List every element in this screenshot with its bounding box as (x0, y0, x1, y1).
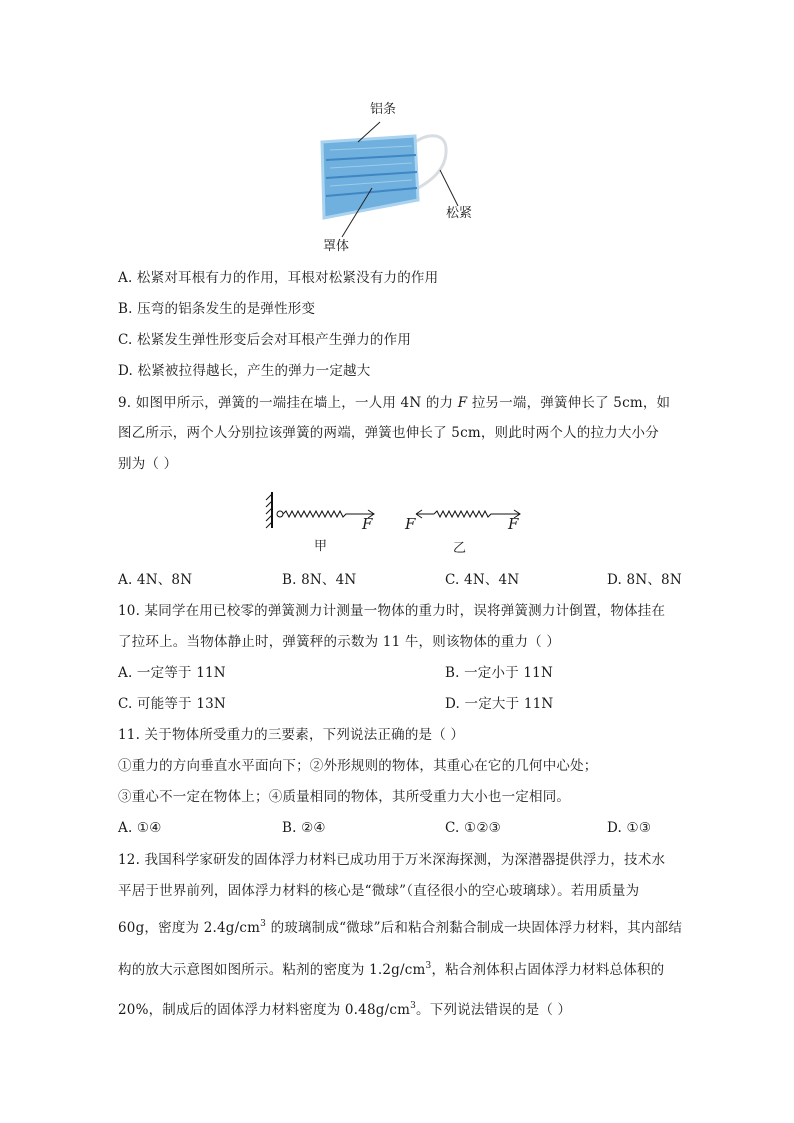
q10-option-b: B. 一定小于 11N (445, 665, 553, 681)
elastic-band-label: 松紧 (446, 206, 473, 221)
spring-figure (262, 488, 542, 558)
q11-option-c: C. ①②③ (445, 820, 501, 836)
figure-jia-label: 甲 (314, 539, 328, 554)
q12-stem-line5: 20%，制成后的固体浮力材料密度为 $0.48g/cm^3$。下列说法错误的是（ ） (118, 1000, 572, 1018)
q12-stem-line1: 12. 我国科学家研发的固体浮力材料已成功用于万米深海探测，为深潜器提供浮力，技术水 (118, 852, 666, 868)
q9-stem-line3: 别为（ ） (118, 456, 178, 472)
q10-option-c: C. 可能等于 13N (118, 696, 226, 712)
mask-body-label: 罩体 (323, 239, 350, 254)
q10-option-d: D. 一定大于 11N (445, 696, 554, 712)
force-label-jia: F (362, 515, 373, 533)
q10-stem-line2: 了拉环上。当物体静止时，弹簧秤的示数为 11 牛，则该物体的重力（ ） (118, 634, 561, 650)
figure-yi-label: 乙 (453, 541, 467, 556)
q9-option-c: C. 4N、4N (445, 572, 520, 588)
q10-stem-line1: 10. 某同学在用已校零的弹簧测力计测量一物体的重力时，误将弹簧测力计倒置，物体挂在 (118, 603, 666, 619)
q11-stem-line1: 11. 关于物体所受重力的三要素，下列说法正确的是（ ） (118, 727, 465, 743)
q12-stem-line3: 60g，密度为 $2.4g/cm^3$ 的玻璃制成“微球”后和粘合剂黏合制成一块固体浮力材料，其内部结 (118, 918, 683, 936)
q8-option-d: D. 松紧被拉得越长，产生的弹力一定越大 (118, 363, 371, 379)
aluminum-strip-label: 铝条 (370, 102, 397, 117)
q11-stem-line2: ①重力的方向垂直水平面向下；②外形规则的物体，其重心在它的几何中心处； (118, 758, 598, 774)
mask-figure (300, 100, 500, 260)
q8-option-c: C. 松紧发生弹性形变后会对耳根产生弹力的作用 (118, 332, 412, 348)
q11-option-d: D. ①③ (607, 820, 652, 836)
force-label-yi-right: F (508, 515, 519, 533)
mask-illustration (300, 100, 500, 260)
q11-option-a: A. ①④ (118, 820, 162, 836)
force-label-yi-left: F (405, 515, 416, 533)
q12-stem-line2: 平居于世界前列，固体浮力材料的核心是“微球”（直径很小的空心玻璃球）。若用质量为 (118, 883, 640, 899)
q9-option-b: B. 8N、4N (282, 572, 357, 588)
q9-stem-line1: 9. 如图甲所示，弹簧的一端挂在墙上，一人用 4N 的力 F 拉另一端，弹簧伸长了 5cm，如 (118, 395, 671, 411)
q8-option-a: A. 松紧对耳根有力的作用，耳根对松紧没有力的作用 (118, 270, 439, 286)
q8-option-b: B. 压弯的铝条发生的是弹性形变 (118, 301, 316, 317)
q9-stem-line2: 图乙所示，两个人分别拉该弹簧的两端，弹簧也伸长了 5cm，则此时两个人的拉力大小分 (118, 425, 659, 441)
q11-stem-line3: ③重心不一定在物体上；④质量相同的物体，其所受重力大小也一定相同。 (118, 789, 571, 805)
q9-option-a: A. 4N、8N (118, 572, 193, 588)
q9-option-d: D. 8N、8N (607, 572, 682, 588)
q10-option-a: A. 一定等于 11N (118, 665, 226, 681)
spring-diagrams (262, 488, 542, 558)
q11-option-b: B. ②④ (282, 820, 326, 836)
q12-stem-line4: 构的放大示意图如图所示。粘剂的密度为 $1.2g/cm^3$，粘合剂体积占固体浮力材料总体积的 (118, 960, 665, 978)
